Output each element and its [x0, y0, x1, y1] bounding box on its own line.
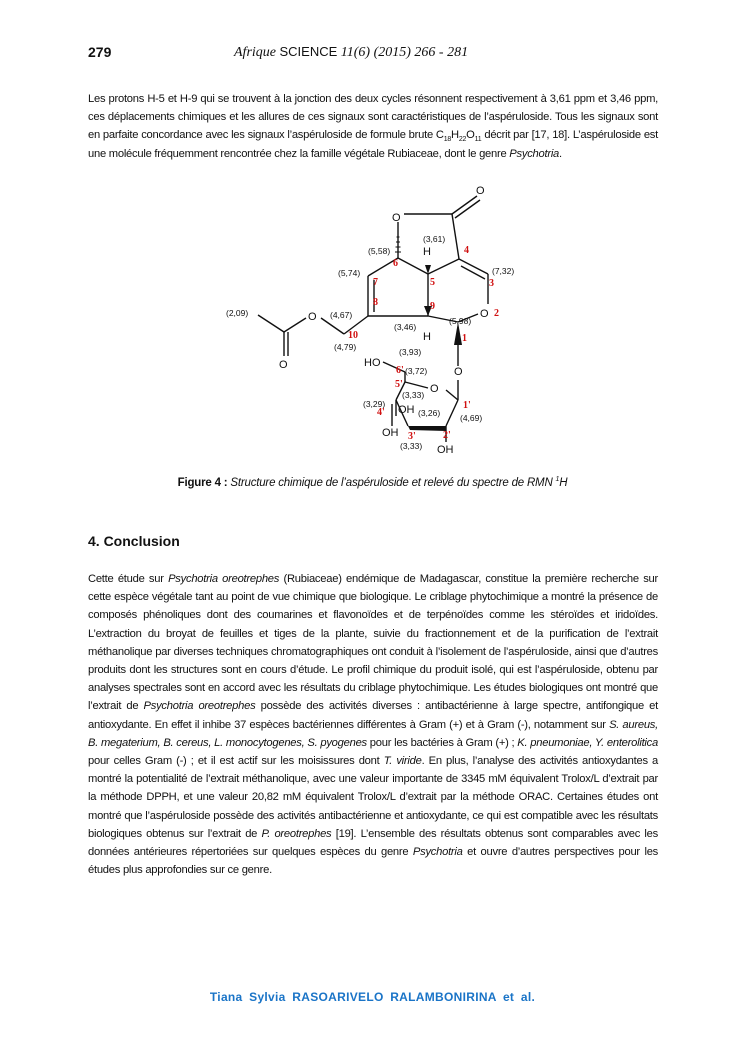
formula-subscript: 22: [458, 136, 467, 144]
shift-h7: (5,74): [338, 268, 361, 278]
figure-caption: [0, 476, 745, 489]
shift-h5: (3,61): [423, 234, 446, 244]
caption-label: Figure 4 :: [177, 476, 228, 489]
shift-h6: (5,58): [368, 246, 391, 256]
text-run: pour celles Gram (-) ; et il est actif sur les moisissures dont: [88, 755, 384, 768]
atom-number-9: 9: [430, 301, 435, 312]
atom-number-3p: 3': [408, 431, 416, 442]
atom-ho-6p: HO: [364, 357, 381, 369]
shift-h-acetyl: (2,09): [226, 308, 249, 318]
text-run: Les protons H-5 et H-9 qui se trouvent à la jonction des deux cycles résonnent respectivement à 3,61 ppm et 3,46 ppm, ces déplacements chimiques et les allures de ces signaux sont caractéristiques de l’aspéruloside. Tous les signaux sont en parfaite concordance avec les signaux l’aspéruloside de formule brute C: [88, 93, 658, 142]
species-name: S. aureus, B. megaterium, B. cereus, L. monocytogenes, S. pyogenes: [88, 718, 659, 749]
formula-subscript: 18: [443, 136, 452, 144]
shift-h3p: (3,33): [400, 441, 423, 451]
atom-oh-2p: OH: [437, 444, 454, 456]
text-run: (Rubiaceae) endémique de Madagascar, constitue la première recherche sur cette espèce végétale tant au point de vue chimique que biologique. Le criblage phytochimique a montré la présence de composés phénoliques dont des coumarines et flavonoïdes et de terpénoïdes comme les stéroïdes et iridoïdes. L’extraction du broyat de feuilles et tiges de la plante, suivie du fractionnement et de la purification de l’extrait méthanolique par diverses techniques chromatographiques ont conduit à l’isolement de l’aspéruloside, ainsi que d’autres produits dont les structures sont en cours d’étude. Le profil chimique du produit isolé, qui est l’aspéruloside, obtenu par analyses spectrales sont en accord avec les résultats du criblage phytochimique. Les études biologiques ont montré que l’extrait de: [88, 573, 658, 713]
page-footer-authors: Tiana Sylvia RASOARIVELO RALAMBONIRINA et al.: [209, 990, 536, 1004]
atom-number-4: 4: [464, 245, 469, 256]
atom-number-7: 7: [373, 277, 378, 288]
shift-h9: (3,46): [394, 322, 417, 332]
text-run: et ouvre d’autres perspectives pour les études plus approfondies sur ce genre.: [88, 846, 659, 877]
atom-o-lactone: O: [392, 212, 401, 224]
atom-h5: H: [423, 246, 431, 258]
atom-number-5: 5: [430, 277, 435, 288]
shift-h1: (5,98): [449, 316, 472, 326]
genus-name: Psychotria: [412, 846, 463, 859]
text-run: Cette étude sur: [88, 573, 169, 585]
atom-number-2p: 2': [443, 430, 451, 441]
section-heading: 4. Conclusion: [88, 533, 180, 549]
text-run: O: [466, 129, 475, 142]
atom-number-6: 6: [393, 258, 398, 269]
atom-o-carbonyl: O: [476, 185, 485, 197]
species-name: Psychotria oreotrephes: [168, 573, 280, 585]
text-run: pour les bactéries à Gram (+) ;: [366, 736, 518, 749]
atom-o-acetyl-carbonyl: O: [279, 359, 288, 371]
text-run: .: [559, 147, 562, 160]
atom-number-10: 10: [348, 330, 358, 341]
page-header: [88, 44, 658, 68]
shift-h6pa: (3,93): [399, 347, 422, 357]
text-run: possède des activités diverses : antibactérienne à large spectre, antifongique et antioxydante. En effet il inhibe 37 espèces bactériennes différentes à Gram (+) et à Gram (-), notamment sur: [88, 700, 659, 731]
atom-o-acetyl: O: [308, 311, 317, 323]
journal-reference: [234, 44, 468, 61]
atom-number-5p: 5': [395, 379, 403, 390]
journal-name-italic: Afrique: [234, 45, 276, 60]
paragraph-nmr-discussion: [88, 90, 658, 163]
shift-h4p: (3,29): [363, 399, 386, 409]
atom-number-1p: 1': [463, 400, 471, 411]
journal-name-science: SCIENCE: [279, 44, 338, 59]
shift-h3: (7,32): [492, 266, 515, 276]
formula-subscript: 11: [474, 136, 482, 144]
text-run: . En plus, l’analyse des activités antioxydantes a montré la potentialité de l’extrait méthanolique, avec une valeur importante de 3345 mM équivalent Trolox/L d’extrait par la méthode DPPH, et une valeur 20,82 mM équivalent Trolox/L d’extrait par la méthode ORAC. Certaines études ont montré que l’aspéruloside possède des activités antibactérienne et antioxydante, ce qui est compatible avec les résultats biologiques obtenus sur l’extrait de: [88, 755, 658, 840]
species-name: K. pneumoniae, Y. enterolitica: [517, 736, 658, 749]
caption-text: Structure chimique de l’aspéruloside et relevé du spectre de RMN: [227, 476, 556, 489]
shift-h10a: (4,67): [330, 310, 353, 320]
atom-number-3: 3: [489, 278, 494, 289]
atom-number-4p: 4': [377, 407, 385, 418]
shift-h10b: (4,79): [334, 342, 357, 352]
shift-h1p: (4,69): [460, 413, 483, 423]
text-run: décrit par [17, 18]. L’aspéruloside est une molécule fréquemment rencontrée chez la famille végétale Rubiaceae, dont le genre: [88, 129, 658, 160]
page-number: 279: [88, 44, 112, 60]
text-run: H: [451, 129, 459, 142]
atom-number-2: 2: [494, 308, 499, 319]
atom-oh-4p: OH: [382, 427, 399, 439]
atom-number-8: 8: [373, 297, 378, 308]
atom-h9: H: [423, 331, 431, 343]
shift-h6pb: (3,72): [405, 366, 428, 376]
atom-o-sugar: O: [430, 383, 439, 395]
text-run: [19]. L’ensemble des résultats obtenus sont comparables avec les données antérieures répertoriées sur quelques espèces du genre: [88, 827, 658, 859]
genus-name: Psychotria: [509, 147, 560, 160]
atom-oh-inner: OH: [398, 404, 415, 416]
species-name: Psychotria oreotrephes: [143, 700, 256, 713]
atom-o-glycoside: O: [454, 366, 463, 378]
species-name: T. viride: [383, 755, 422, 768]
asperuloside-structure-diagram: [200, 180, 540, 470]
journal-volume: 11(6) (2015) 266 - 281: [340, 45, 469, 60]
atom-number-6p: 6': [396, 365, 404, 376]
shift-h5p: (3,33): [402, 390, 425, 400]
atom-o-ring: O: [480, 308, 489, 320]
atom-number-1: 1: [462, 333, 467, 344]
caption-superscript: 1: [555, 476, 560, 483]
paragraph-conclusion: [88, 570, 658, 879]
shift-h2p: (3,26): [418, 408, 441, 418]
species-name: P. oreotrephes: [261, 827, 332, 840]
caption-text-end: H: [559, 476, 568, 489]
